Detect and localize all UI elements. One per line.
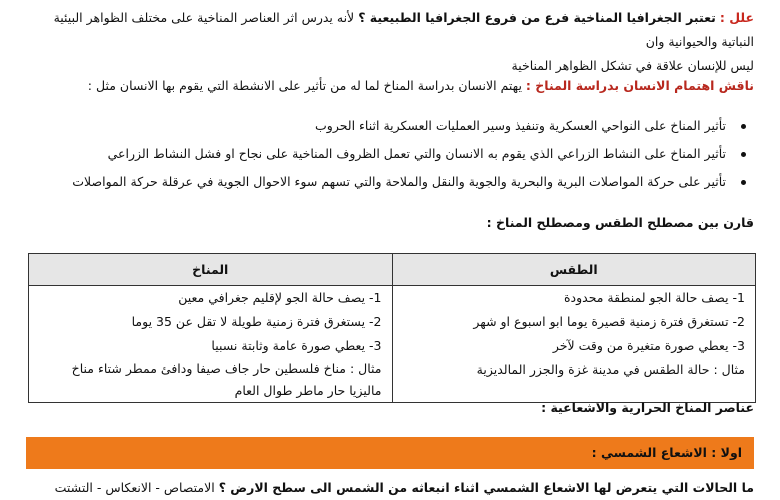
reason-answer-line1: لأنه يدرس اثر العناصر المناخية على مختلف الظواهر البيئية النباتية والحيوانية وان — [53, 10, 754, 49]
influence-list — [26, 112, 754, 196]
list-item: تأثير المناخ على النشاط الزراعي الذي يقوم به الانسان والتي تعمل الظروف المناخية على نجاح او فشل النشاط الزراعي — [26, 140, 726, 168]
reason-question: تعتبر الجغرافيا المناخية فرع من فروع الجغرافيا الطبيعية ؟ — [358, 10, 716, 25]
weather-line: مثال : حالة الطقس في مدينة غزة والجزر المالديزية — [476, 362, 745, 377]
reason-answer-line2: ليس للإنسان علاقة في تشكل الظواهر المناخية — [511, 58, 754, 73]
discuss-heading: ناقش اهتمام الانسان بدراسة المناخ : — [525, 78, 754, 93]
weather-line: 2- تستغرق فترة زمنية قصيرة يوما ابو اسبوع او شهر — [473, 314, 745, 329]
elements-heading: عناصر المناخ الحرارية والاشعاعية : — [541, 400, 754, 415]
radiation-question: ما الحالات التي يتعرض لها الاشعاع الشمسي اثناء انبعاثه من الشمس الى سطح الارض ؟ — [218, 480, 754, 495]
discuss-block — [26, 76, 754, 96]
list-item: تأثير على حركة المواصلات البرية والبحرية والجوية والنقل والملاحة والتي تسهم سوء الاحوال الجوية في عرقلة حركة المواصلات — [26, 168, 726, 196]
compare-heading: قارن بين مصطلح الطقس ومصطلح المناخ : — [486, 215, 754, 230]
climate-line: مثال : مناخ فلسطين حار جاف صيفا ودافئ ممطر شتاء مناخ ماليزيا حار ماطر طوال العام — [71, 361, 382, 398]
weather-cell — [392, 286, 756, 403]
discuss-text: يهتم الانسان بدراسة المناخ لما له من تأثير على الانشطة التي يقوم بها الانسان مثل : — [87, 78, 522, 93]
reason-question-block — [26, 6, 754, 78]
list-item: تأثير المناخ على النواحي العسكرية وتنفيذ وسير العمليات العسكرية اثناء الحروب — [26, 112, 726, 140]
climate-line: 3- يعطي صورة عامة وثابتة نسبيا — [211, 338, 382, 353]
weather-climate-table — [28, 253, 756, 403]
radiation-question-block — [26, 480, 754, 495]
section-bar-solar-radiation: اولا : الاشعاع الشمسي : — [26, 437, 754, 469]
climate-header: المناخ — [29, 254, 393, 286]
weather-header: الطقس — [392, 254, 756, 286]
radiation-answer: الامتصاص - الانعكاس - التشتت — [54, 480, 215, 495]
weather-line: 1- يصف حالة الجو لمنطقة محدودة — [563, 290, 745, 305]
weather-line: 3- يعطي صورة متغيرة من وقت لآخر — [552, 338, 745, 353]
climate-cell — [29, 286, 393, 403]
climate-line: 1- يصف حالة الجو لإقليم جغرافي معين — [178, 290, 382, 305]
climate-line: 2- يستغرق فترة زمنية طويلة لا تقل عن 35 يوما — [131, 314, 382, 329]
reason-keyword: علل : — [719, 10, 754, 25]
